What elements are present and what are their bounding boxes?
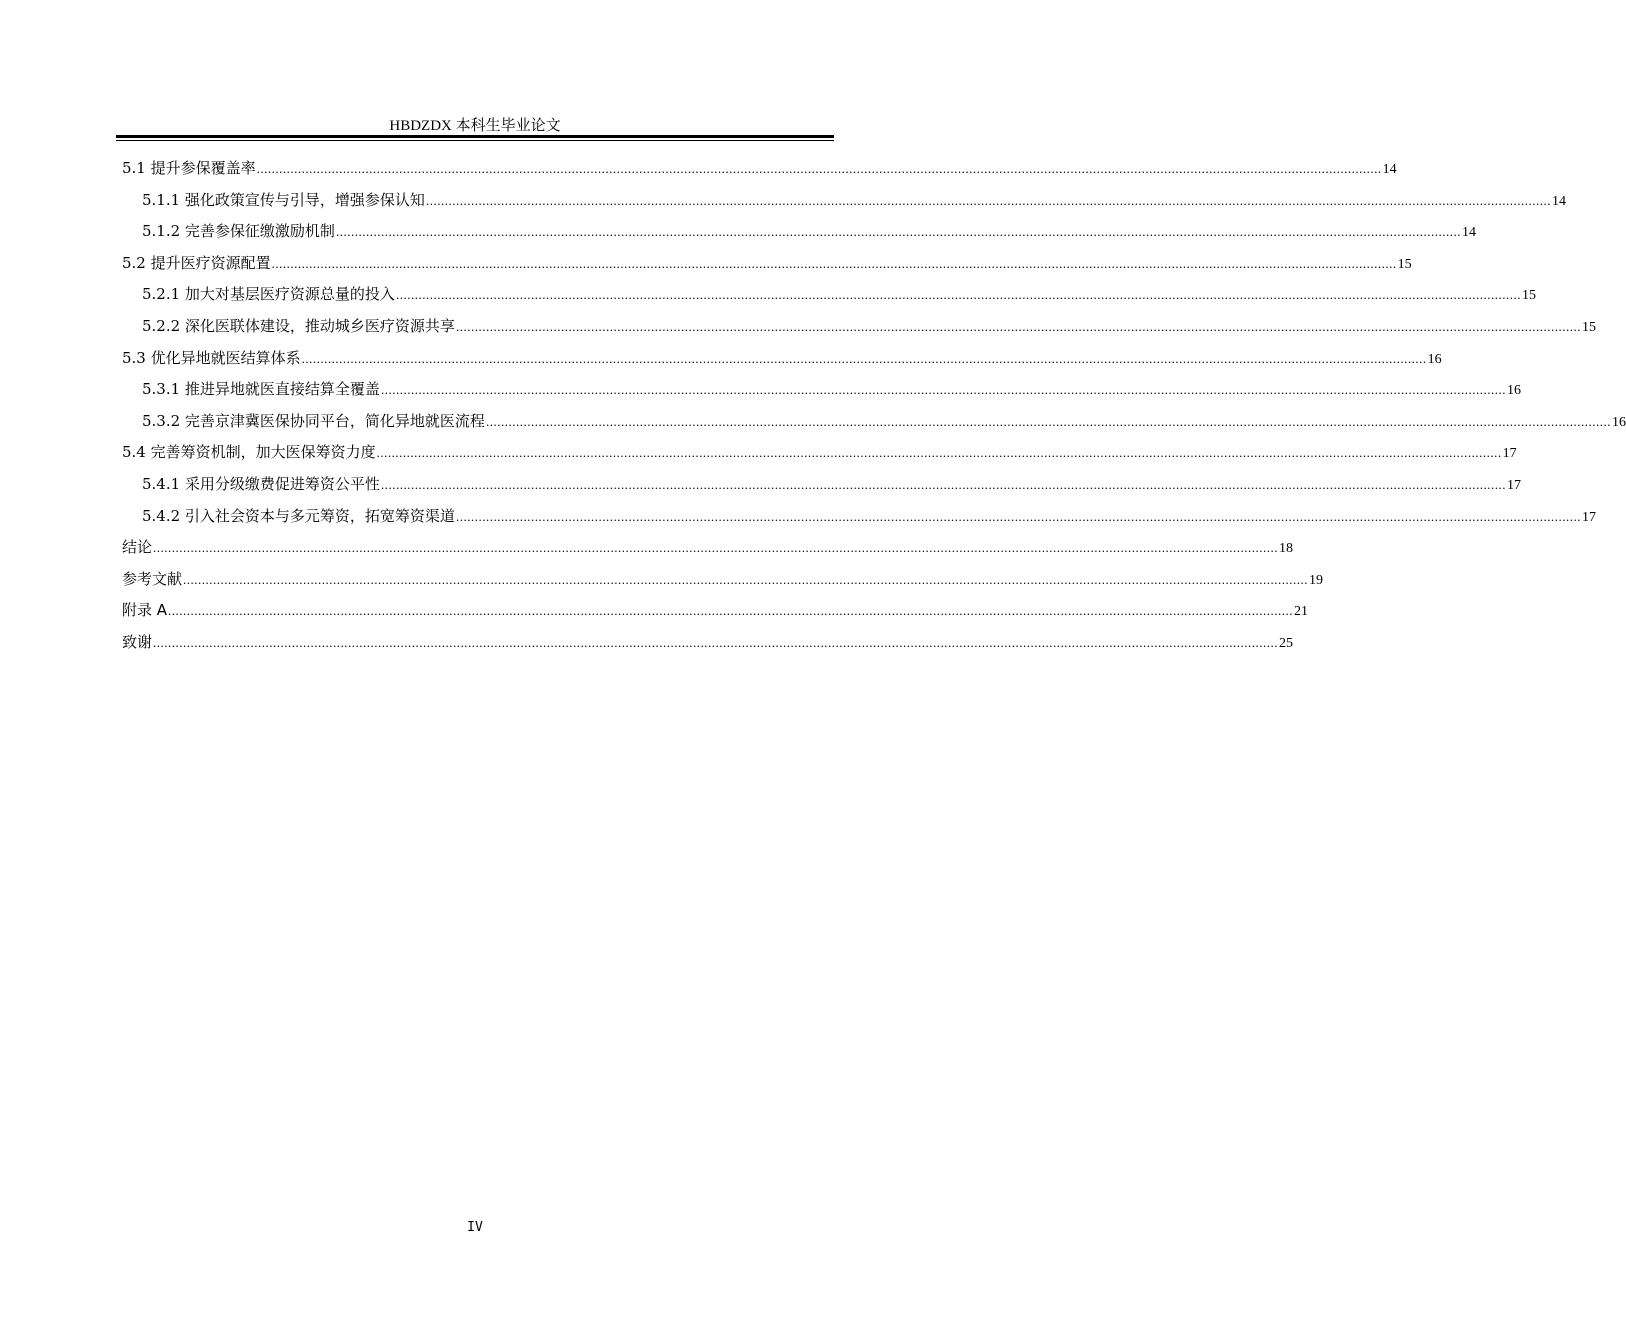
toc-entry-page: 14 (1382, 162, 1397, 177)
page-header-title: HBDZDX 本科生毕业论文 (389, 118, 561, 134)
toc-entry[interactable] (122, 188, 1566, 220)
toc-leader-dots: ............................................................................................................................................................................................................................................................................................................ (380, 382, 1506, 398)
toc-entry-page: 17 (1506, 477, 1521, 493)
toc-entry-page: 16 (1506, 383, 1521, 399)
toc-entry-label: 5.4 完善筹资机制，加大医保筹资力度 (122, 443, 376, 462)
toc-entry[interactable] (122, 251, 1412, 283)
toc-entry[interactable] (122, 282, 1536, 314)
toc-entry-label: 致谢 (122, 632, 153, 651)
toc-leader-dots: ............................................................................................................................................................................................................................................................................................................ (455, 508, 1581, 524)
toc-entry[interactable] (122, 567, 1324, 599)
toc-entry[interactable] (122, 504, 1596, 536)
table-of-contents (122, 156, 1626, 662)
toc-entry-label: 5.1.1 强化政策宣传与引导，增强参保认知 (142, 190, 425, 209)
toc-leader-dots: ............................................................................................................................................................................................................................................................................................................ (335, 224, 1461, 240)
toc-entry-page: 15 (1581, 319, 1596, 335)
toc-entry-page: 14 (1461, 225, 1476, 241)
toc-leader-dots: ............................................................................................................................................................................................................................................................................................................ (376, 445, 1502, 461)
toc-entry[interactable] (122, 598, 1309, 630)
toc-entry-label: 5.2.2 深化医联体建设，推动城乡医疗资源共享 (142, 316, 455, 335)
toc-entry-label: 5.2.1 加大对基层医疗资源总量的投入 (142, 285, 395, 304)
toc-leader-dots: ............................................................................................................................................................................................................................................................................................................ (153, 634, 1279, 650)
toc-entry-label: 5.3 优化异地就医结算体系 (122, 348, 301, 367)
toc-entry-page: 14 (1551, 193, 1566, 209)
toc-entry-label: 附录 A (122, 601, 168, 620)
toc-leader-dots: ............................................................................................................................................................................................................................................................................................................ (301, 350, 1427, 366)
toc-entry-page: 18 (1279, 541, 1294, 557)
toc-entry-page: 17 (1502, 446, 1517, 462)
toc-entry-label: 5.4.2 引入社会资本与多元筹资，拓宽筹资渠道 (142, 506, 455, 525)
toc-entry-page: 21 (1294, 604, 1309, 620)
toc-entry[interactable] (122, 156, 1397, 188)
toc-entry-page: 15 (1397, 256, 1412, 272)
toc-entry[interactable] (122, 440, 1517, 472)
toc-entry[interactable] (122, 219, 1476, 251)
toc-entry-page: 16 (1611, 414, 1626, 430)
toc-entry-page: 17 (1581, 509, 1596, 525)
toc-entry-page: 25 (1279, 635, 1294, 651)
toc-leader-dots: ............................................................................................................................................................................................................................................................................................................ (168, 603, 1294, 619)
toc-entry[interactable] (122, 377, 1521, 409)
toc-entry-page: 19 (1309, 572, 1324, 588)
page-number-footer: IV (467, 1220, 483, 1235)
toc-entry[interactable] (122, 630, 1294, 662)
toc-entry[interactable] (122, 346, 1442, 378)
toc-entry-label: 参考文献 (122, 569, 183, 588)
toc-entry-page: 15 (1521, 288, 1536, 304)
toc-entry[interactable] (122, 314, 1596, 346)
toc-leader-dots: ............................................................................................................................................................................................................................................................................................................ (153, 540, 1279, 556)
toc-leader-dots: ............................................................................................................................................................................................................................................................................................................ (183, 571, 1309, 587)
toc-leader-dots: ............................................................................................................................................................................................................................................................................................................ (271, 255, 1397, 271)
toc-leader-dots: ............................................................................................................................................................................................................................................................................................................ (425, 192, 1551, 208)
toc-entry[interactable] (122, 409, 1626, 441)
toc-leader-dots: ............................................................................................................................................................................................................................................................................................................ (256, 161, 1382, 176)
toc-entry-label: 5.1.2 完善参保征缴激励机制 (142, 222, 335, 241)
toc-entry-label: 5.3.2 完善京津冀医保协同平台，简化异地就医流程 (142, 411, 485, 430)
header-rule-thin (116, 140, 834, 141)
toc-entry-label: 结论 (122, 538, 153, 557)
toc-entry-label: 5.3.1 推进异地就医直接结算全覆盖 (142, 380, 380, 399)
toc-entry-page: 16 (1427, 351, 1442, 367)
toc-leader-dots: ............................................................................................................................................................................................................................................................................................................ (395, 287, 1521, 303)
toc-entry-label: 5.1 提升参保覆盖率 (122, 159, 256, 177)
header-rule-thick (116, 135, 834, 138)
toc-entry[interactable] (122, 535, 1294, 567)
toc-leader-dots: ............................................................................................................................................................................................................................................................................................................ (380, 476, 1506, 492)
toc-entry-label: 5.4.1 采用分级缴费促进筹资公平性 (142, 474, 380, 493)
toc-entry-label: 5.2 提升医疗资源配置 (122, 253, 271, 272)
toc-leader-dots: ............................................................................................................................................................................................................................................................................................................ (485, 413, 1611, 429)
toc-entry[interactable] (122, 472, 1521, 504)
toc-leader-dots: ............................................................................................................................................................................................................................................................................................................ (455, 318, 1581, 334)
